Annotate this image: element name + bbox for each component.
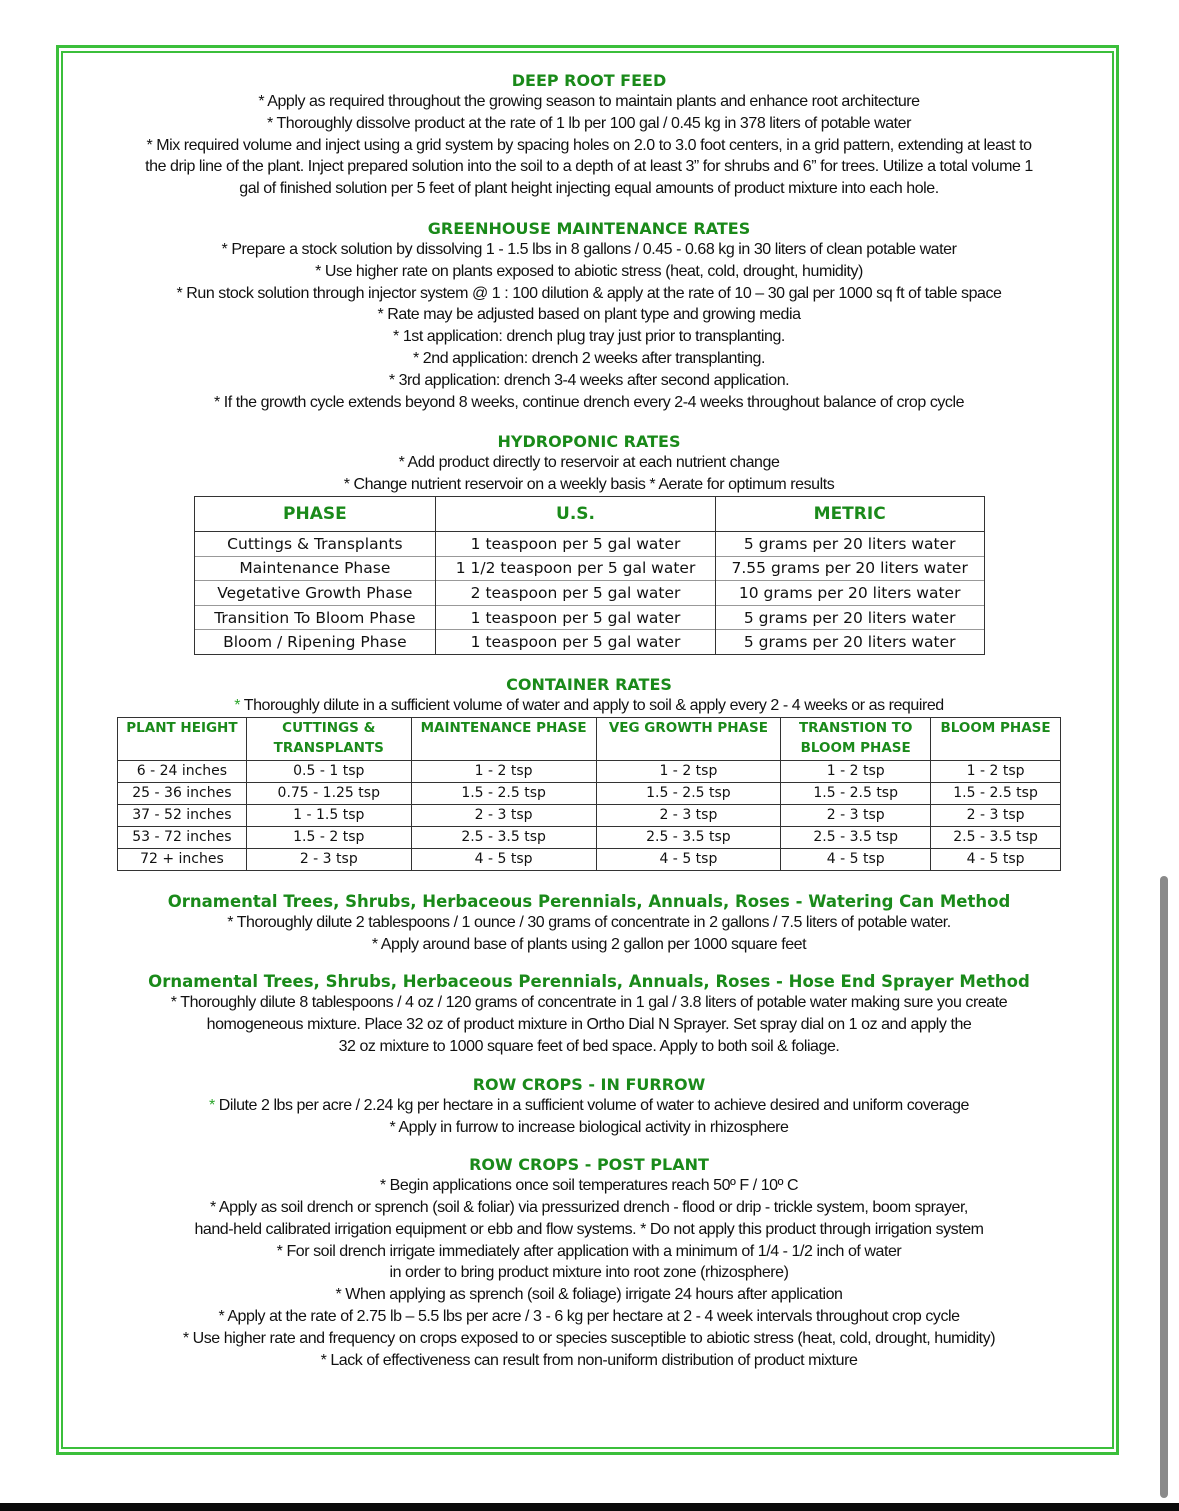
table-cell: 37 - 52 inches [118,804,247,826]
table-row [194,630,984,655]
column-header: METRIC [715,496,984,531]
container-rates-section [64,675,1114,871]
text-line: 32 oz mixture to 1000 square feet of bed space. Apply to both soil & foliage. [338,1037,840,1055]
table-cell: 1.5 - 2.5 tsp [781,782,931,804]
text-line: in order to bring product mixture into root zone (rhizosphere) [389,1264,789,1282]
table-row [194,556,984,581]
container-rates-table [117,717,1061,871]
table-cell: 1 - 2 tsp [596,760,781,782]
text-line: * Apply as required throughout the growing season to maintain plants and enhance root architecture [258,93,920,110]
table-cell: 53 - 72 inches [118,826,247,848]
text-line: hand-held calibrated irrigation equipment or ebb and flow systems. * Do not apply this product through irrigation system [194,1220,984,1238]
text-span: Thoroughly dilute in a sufficient volume of water and apply to soil & apply every 2 - 4 weeks or as required [243,696,944,714]
table-cell: 1 - 1.5 tsp [246,804,411,826]
table-cell: 2.5 - 3.5 tsp [411,826,596,848]
table-cell: Vegetative Growth Phase [194,581,436,606]
table-cell: 1 - 2 tsp [411,760,596,782]
text-line: * Prepare a stock solution by dissolving 1 - 1.5 lbs in 8 gallons / 0.45 - 0.68 kg in 30 liters of clean potable water [221,240,957,258]
table-cell: 2 - 3 tsp [246,848,411,870]
text-line: * Begin applications once soil temperatures reach 50º F / 10º C [379,1177,799,1195]
text-line: * Add product directly to reservoir at each nutrient change [398,454,780,472]
table-cell: 2 - 3 tsp [931,804,1061,826]
hydroponic-rates-table [194,496,985,655]
table-cell: 1.5 - 2.5 tsp [596,782,781,804]
text-line: * For soil drench irrigate immediately after application with a minimum of 1/4 - 1/2 inch of water [276,1242,902,1260]
table-cell: 72 + inches [118,848,247,870]
section-title: DEEP ROOT FEED [511,71,667,90]
table-cell: 1 teaspoon per 5 gal water [436,531,716,556]
table-cell: 2 - 3 tsp [781,804,931,826]
table-row [118,848,1061,870]
table-cell: 1.5 - 2.5 tsp [411,782,596,804]
text-line [64,695,1114,717]
text-line: * Thoroughly dilute 2 tablespoons / 1 ounce / 30 grams of concentrate in 2 gallons / 7.5 liters of potable water. [227,913,951,931]
table-cell: Bloom / Ripening Phase [194,630,436,655]
section-title: HYDROPONIC RATES [497,432,681,452]
post-plant-section [64,1155,1114,1371]
column-header: U.S. [436,496,716,531]
text-line: * If the growth cycle extends beyond 8 weeks, continue drench every 2-4 weeks throughout balance of crop cycle [213,393,965,411]
table-cell: 5 grams per 20 liters water [715,630,984,655]
section-title: ROW CROPS - IN FURROW [472,1074,706,1094]
section-title: ROW CROPS - POST PLANT [469,1155,709,1175]
text-line: * Thoroughly dilute 8 tablespoons / 4 oz / 120 grams of concentrate in 1 gal / 3.8 liters of potable water making sure you create [170,994,1008,1012]
bottom-edge-bar [0,1503,1179,1511]
greenhouse-section [64,219,1114,413]
vertical-scrollbar[interactable] [1160,876,1168,1498]
table-cell: 1 teaspoon per 5 gal water [436,630,716,655]
table-cell: 0.75 - 1.25 tsp [246,782,411,804]
hydroponic-section [64,432,1114,655]
column-header: PHASE [194,496,436,531]
watering-can-section [64,892,1114,956]
text-line: * Lack of effectiveness can result from non-uniform distribution of product mixture [320,1351,858,1369]
table-cell: 5 grams per 20 liters water [715,531,984,556]
column-header: BLOOM PHASE [931,717,1061,760]
table-cell: 2.5 - 3.5 tsp [931,826,1061,848]
table-cell: 1 teaspoon per 5 gal water [436,605,716,630]
table-cell: 4 - 5 tsp [931,848,1061,870]
text-line: * 1st application: drench plug tray just prior to transplanting. [393,328,785,346]
table-cell: Maintenance Phase [194,556,436,581]
table-cell: 25 - 36 inches [118,782,247,804]
section-title: Ornamental Trees, Shrubs, Herbaceous Perennials, Annuals, Roses - Watering Can Method [167,891,1011,911]
table-cell: 10 grams per 20 liters water [715,581,984,606]
table-row [194,531,984,556]
table-cell: 5 grams per 20 liters water [715,605,984,630]
text-line: * Change nutrient reservoir on a weekly basis * Aerate for optimum results [343,476,835,494]
text-line: * Apply as soil drench or sprench (soil & foliar) via pressurized drench - flood or drip - trickle system, boom sprayer, [210,1199,968,1217]
table-cell: 2 - 3 tsp [596,804,781,826]
text-line: * Apply in furrow to increase biological activity in rhizosphere [389,1118,789,1136]
deep-root-feed-section [64,71,1114,200]
text-line: * Thoroughly dissolve product at the rate of 1 lb per 100 gal / 0.45 kg in 378 liters of potable water [266,114,911,132]
table-cell: 6 - 24 inches [118,760,247,782]
table-row [118,760,1061,782]
table-row [118,782,1061,804]
section-title: CONTAINER RATES [506,674,672,694]
in-furrow-section [64,1075,1114,1139]
table-row [118,826,1061,848]
text-line: * Use higher rate on plants exposed to abiotic stress (heat, cold, drought, humidity) [315,262,863,280]
text-line: * 2nd application: drench 2 weeks after transplanting. [413,349,765,367]
table-cell: 2 - 3 tsp [411,804,596,826]
table-cell: 2.5 - 3.5 tsp [596,826,781,848]
column-header: PLANT HEIGHT [118,717,247,760]
document-content [64,54,1114,1444]
table-row [118,804,1061,826]
table-cell: Cuttings & Transplants [194,531,436,556]
table-header-row [194,496,984,531]
text-line: the drip line of the plant. Inject prepared solution into the soil to a depth of at least 3” for shrubs and 6” for trees. Utilize a total volume 1 [145,158,1033,176]
table-cell: 1.5 - 2 tsp [246,826,411,848]
section-title: GREENHOUSE MAINTENANCE RATES [427,218,751,238]
table-cell: 1 1/2 teaspoon per 5 gal water [436,556,716,581]
text-line: * When applying as sprench (soil & foliage) irrigate 24 hours after application [335,1286,843,1304]
text-line: * Rate may be adjusted based on plant type and growing media [377,306,801,324]
table-cell: 4 - 5 tsp [781,848,931,870]
text-span: Dilute 2 lbs per acre / 2.24 kg per hectare in a sufficient volume of water to achieve desired and uniform coverage [218,1096,969,1114]
table-row [194,581,984,606]
text-line: homogeneous mixture. Place 32 oz of product mixture in Ortho Dial N Sprayer. Set spray dial on 1 oz and apply the [206,1016,972,1034]
text-line [64,1095,1114,1117]
table-cell: 2 teaspoon per 5 gal water [436,581,716,606]
column-header: TRANSTION TO BLOOM PHASE [781,717,931,760]
column-header: VEG GROWTH PHASE [596,717,781,760]
text-line: gal of finished solution per 5 feet of plant height injecting equal amounts of product mixture into each hole. [239,180,939,198]
table-cell: Transition To Bloom Phase [194,605,436,630]
text-line: * Apply around base of plants using 2 gallon per 1000 square feet [371,935,807,953]
text-line: * Mix required volume and inject using a grid system by spacing holes on 2.0 to 3.0 foot centers, in a grid pattern, extending at least to [146,136,1032,154]
table-cell: 1.5 - 2.5 tsp [931,782,1061,804]
section-title: Ornamental Trees, Shrubs, Herbaceous Perennials, Annuals, Roses - Hose End Sprayer Method [148,972,1030,992]
column-header: MAINTENANCE PHASE [411,717,596,760]
table-cell: 4 - 5 tsp [596,848,781,870]
table-cell: 1 - 2 tsp [931,760,1061,782]
table-cell: 4 - 5 tsp [411,848,596,870]
table-cell: 1 - 2 tsp [781,760,931,782]
table-header-row [118,717,1061,760]
bullet-star: * [209,1096,215,1114]
text-line: * Run stock solution through injector system @ 1 : 100 dilution & apply at the rate of 10 – 30 gal per 1000 sq ft of table space [176,284,1002,302]
bullet-star: * [234,696,241,714]
column-header: CUTTINGS & TRANSPLANTS [246,717,411,760]
hose-end-section [64,972,1114,1057]
text-line: * Use higher rate and frequency on crops exposed to or species susceptible to abiotic stress (heat, cold, drought, humidity) [182,1329,996,1347]
table-cell: 7.55 grams per 20 liters water [715,556,984,581]
table-row [194,605,984,630]
text-line: * 3rd application: drench 3-4 weeks after second application. [388,371,790,389]
table-cell: 2.5 - 3.5 tsp [781,826,931,848]
text-line: * Apply at the rate of 2.75 lb – 5.5 lbs per acre / 3 - 6 kg per hectare at 2 - 4 week intervals throughout crop cycle [218,1308,960,1326]
table-cell: 0.5 - 1 tsp [246,760,411,782]
